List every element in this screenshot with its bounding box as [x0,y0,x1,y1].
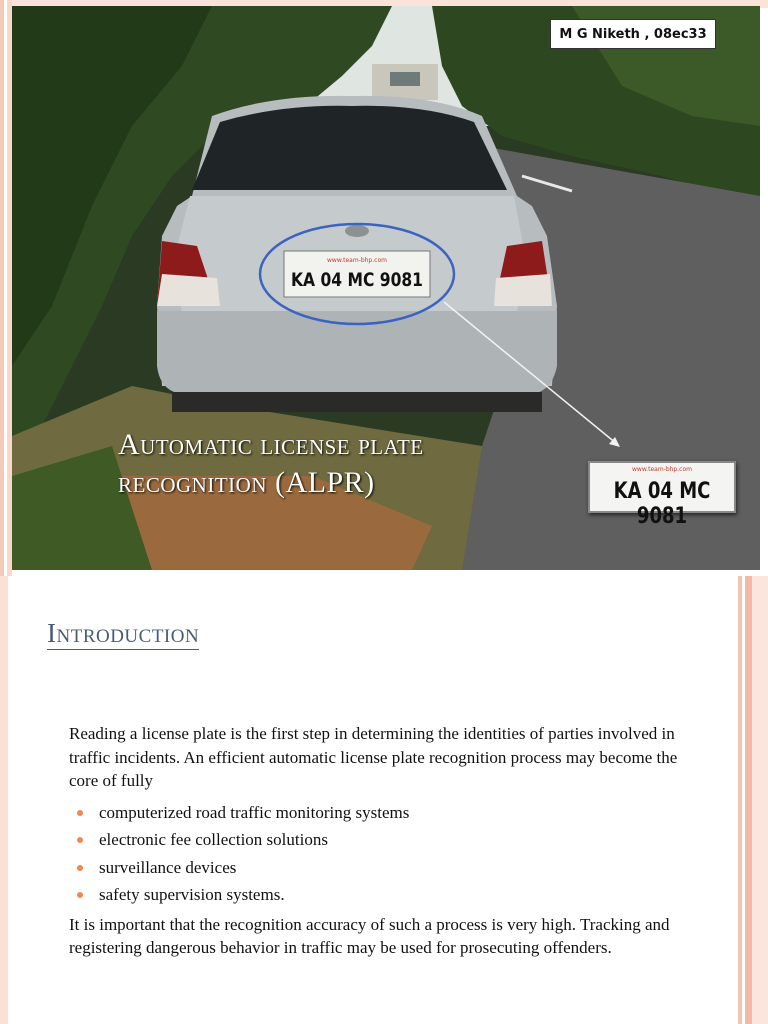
bullet-item [69,826,679,854]
slide-frame-right [736,576,768,1024]
author-label: M G Niketh , 08ec33 [550,19,716,49]
bullet-icon [77,892,83,898]
slide-2 [0,576,768,1024]
svg-text:www.team-bhp.com: www.team-bhp.com [327,257,387,264]
bullet-text: safety supervision systems. [99,885,285,904]
slide-frame-left [0,0,12,576]
slide-frame-left [0,576,8,1024]
slide-2-body [69,722,679,960]
plate-number: KA 04 MC 9081 [613,479,711,529]
bullet-text: computerized road traffic monitoring systems [99,802,410,822]
slide-2-title: Introduction [47,618,200,648]
bullet-item [69,881,679,909]
plate-website-text: www.team-bhp.com [632,466,692,473]
intro-paragraph: Reading a license plate is the first step in determining the identities of parties involved in traffic incidents. An efficient automatic license plate recognition process may become the core of fully [69,724,678,790]
slide-1-title-line-1: Automatic license plate [118,428,424,461]
slide-1-title [118,426,558,502]
bullet-icon [77,837,83,843]
bullet-item [69,799,679,827]
license-plate-crop [588,461,736,529]
bullet-list [69,799,679,909]
bullet-item [69,854,679,882]
bullet-text: surveillance devices [99,857,237,877]
bullet-icon [77,810,83,816]
bullet-text: electronic fee collection solutions [99,830,328,849]
slide-1-title-line-2: recognition (ALPR) [118,466,375,499]
conclusion-paragraph: It is important that the recognition accuracy of such a process is very high. Tracking and registering dangerous behavior in traffic may be used for prosecuting offenders. [69,914,670,957]
svg-text:KA 04 MC 9081: KA 04 MC 9081 [291,269,423,291]
bullet-icon [77,865,83,871]
